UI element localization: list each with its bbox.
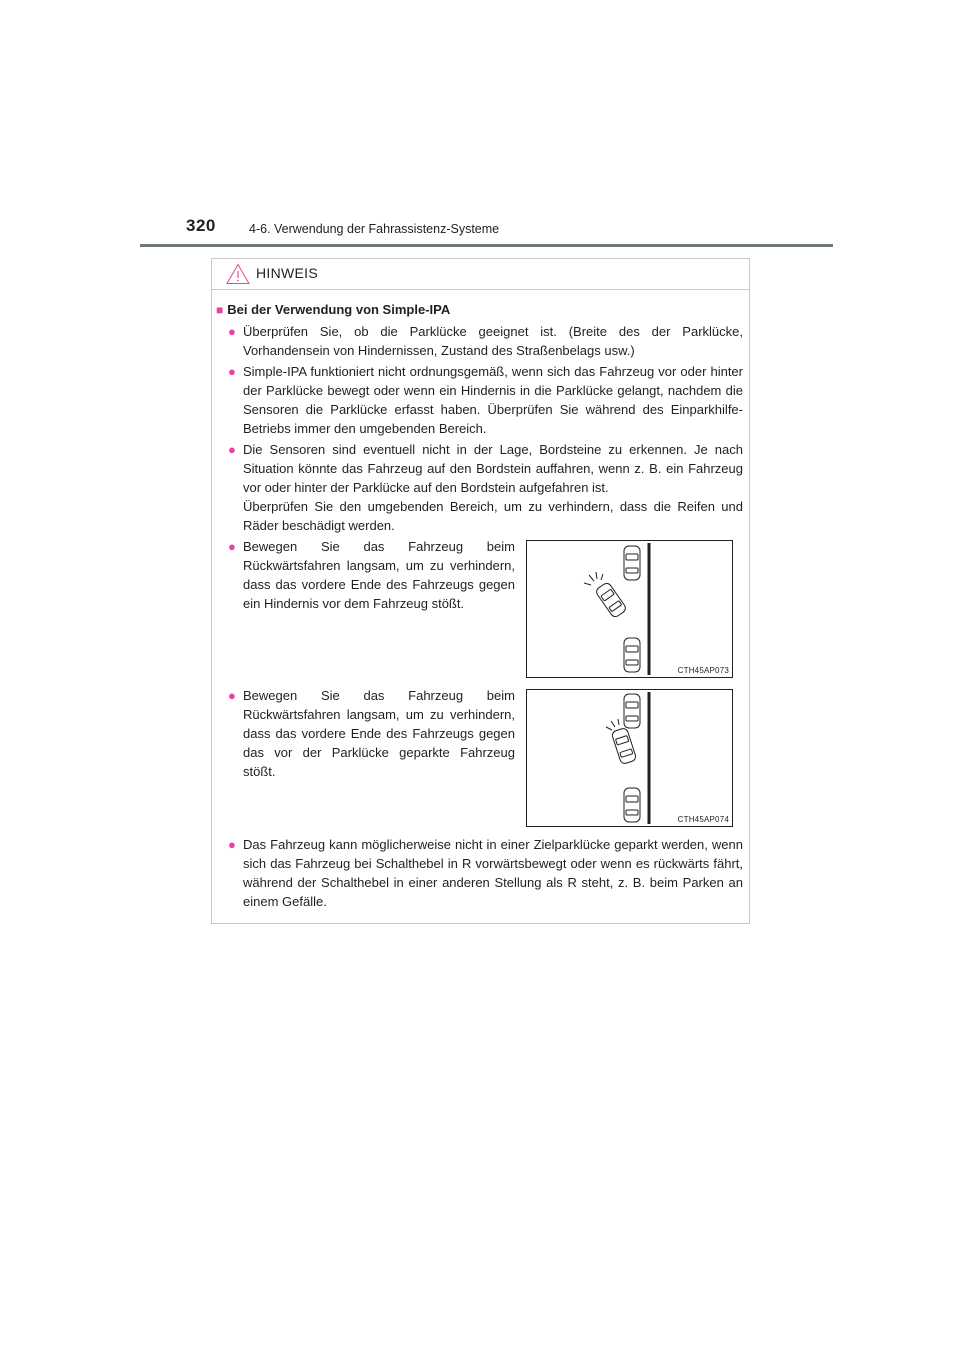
notice-bullet: ● Überprüfen Sie, ob die Parklücke geeignet ist. (Breite des der Parklücke, Vorhandensein von Hindernissen, Zustand des Straßenbelags usw.) [228,324,743,358]
notice-bullet: ● Das Fahrzeug kann möglicherweise nicht in einer Zielparklücke geparkt werden, wenn sich das Fahrzeug bei Schalthebel in R vorwärtsbewegt oder wenn es rückwärts fährt, während der Schalthebel in einer anderen Stellung als R steht, z. B. beim Parken an einem Gefälle. [228,837,743,909]
figure-parking-collision [526,689,733,827]
notice-title: HINWEIS [256,265,318,281]
bullet-dot-icon: ● [228,837,236,852]
notice-paragraph: Überprüfen Sie den umgebenden Bereich, um zu verhindern, dass die Reifen und Räder beschädigt werden. [243,499,743,533]
bullet-dot-icon: ● [228,688,236,703]
notice-bullet: ● Die Sensoren sind eventuell nicht in der Lage, Bordsteine zu erkennen. Je nach Situation könnte das Fahrzeug auf den Bordstein auffahren, wenn z. B. ein Fahrzeug vor oder hinter der Parklücke auf den Bordstein aufgefahren ist. [228,442,743,495]
parking-obstacle-illustration [527,541,732,677]
notice-bullet: ● Bewegen Sie das Fahrzeug beim Rückwärtsfahren langsam, um zu verhindern, dass das vordere Ende des Fahrzeugs gegen das vor der Parklücke geparkte Fahrzeug stößt. [228,688,515,779]
bullet-dot-icon: ● [228,324,236,339]
notice-header [212,259,749,290]
notice-subheading: ■ Bei der Verwendung von Simple-IPA [216,302,451,317]
figure-code: CTH45AP073 [677,666,729,675]
header-divider [140,244,833,247]
page-number: 320 [186,216,216,235]
bullet-dot-icon: ● [228,442,236,457]
warning-triangle-icon [226,263,250,285]
notice-bullet: ● Simple-IPA funktioniert nicht ordnungsgemäß, wenn sich das Fahrzeug vor oder hinter der Parklücke bewegt oder wenn ein Hindernis in die Parklücke gelangt, nachdem die Sensoren die Parklücke erfasst haben. Überprüfen Sie während des Einparkhilfe-Betriebs immer den umgebenden Bereich. [228,364,743,436]
parking-collision-illustration [527,690,732,826]
figure-code: CTH45AP074 [677,815,729,824]
figure-parking-obstacle [526,540,733,678]
section-title: 4-6. Verwendung der Fahrassistenz-Systeme [249,222,500,236]
bullet-dot-icon: ● [228,364,236,379]
notice-bullet: ● Bewegen Sie das Fahrzeug beim Rückwärtsfahren langsam, um zu verhindern, dass das vordere Ende des Fahrzeugs gegen ein Hindernis vor dem Fahrzeug stößt. [228,539,515,611]
square-bullet-icon: ■ [216,303,224,317]
bullet-dot-icon: ● [228,539,236,554]
